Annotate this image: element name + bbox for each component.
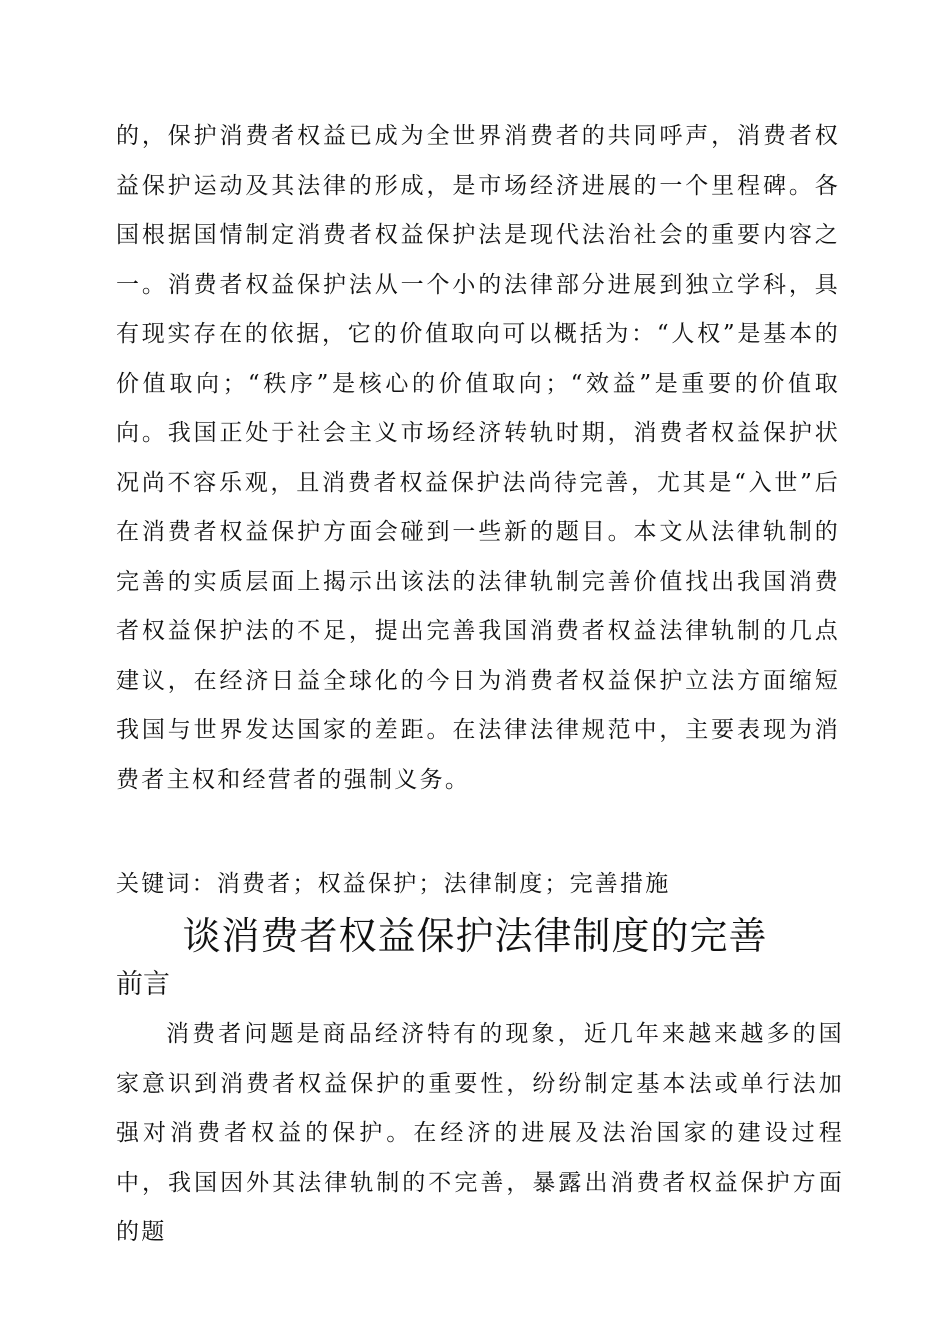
section-heading-preface: 前言 [116, 969, 170, 1000]
intro-paragraph: 消费者问题是商品经济特有的现象，近几年来越来越多的国家意识到消费者权益保护的重要性，纷纷制定基本法或单行法加强对消费者权益的保护。在经济的进展及法治国家的建设过程中，我国因外其法律轨制的不完善，暴露出消费者权益保护方面的题 [116, 1021, 844, 1245]
abstract-paragraph: 的，保护消费者权益已成为全世界消费者的共同呼声，消费者权益保护运动及其法律的形成，是市场经济进展的一个里程碑。各国根据国情制定消费者权益保护法是现代法治社会的重要内容之一。消费者权益保护法从一个小的法律部分进展到独立学科，具有现实存在的依据，它的价值取向可以概括为：“人权”是基本的价值取向；“秩序”是核心的价值取向；“效益”是重要的价值取向。我国正处于社会主义市场经济转轨时期，消费者权益保护状况尚不容乐观，且消费者权益保护法尚待完善，尤其是“入世”后在消费者权益保护方面会碰到一些新的题目。本文从法律轨制的完善的实质层面上揭示出该法的法律轨制完善价值找出我国消费者权益保护法的不足，提出完善我国消费者权益法律轨制的几点建议，在经济日益全球化的今日为消费者权益保护立法方面缩短我国与世界发达国家的差距。在法律法律规范中，主要表现为消费者主权和经营者的强制义务。 [116, 123, 840, 793]
document-title: 谈消费者权益保护法律制度的完善 [182, 914, 768, 958]
keywords-line: 关键词：消费者；权益保护；法律制度；完善措施 [116, 871, 671, 897]
